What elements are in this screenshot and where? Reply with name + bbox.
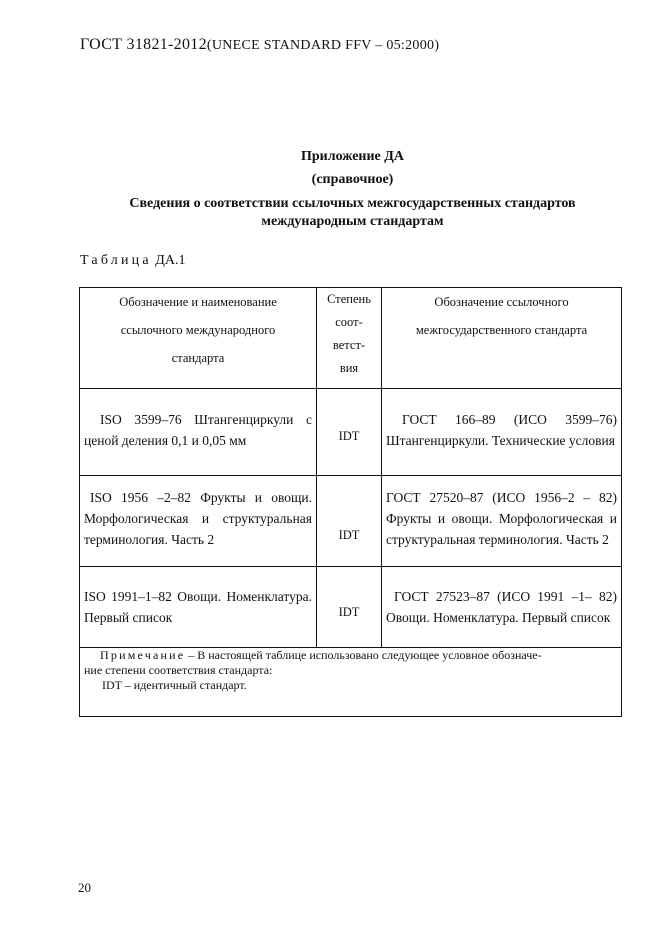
intl-standard-cell	[80, 567, 317, 648]
degree-cell	[317, 567, 382, 648]
appendix-subtitle: (справочное)	[311, 172, 394, 187]
gost-standard-cell	[382, 476, 622, 567]
note-label: Примечание	[100, 648, 186, 662]
cell-text: ГОСТ 27520–87 (ИСО 1956–2 – 82) Фрукты и овощи. Морфологическая и структуральная терминология. Часть 2	[386, 490, 617, 547]
standard-reference: (UNECE STANDARD FFV – 05:2000)	[206, 38, 440, 53]
header-line: Степень	[327, 292, 371, 306]
header-line: ссылочного международного	[120, 323, 276, 337]
cell-text: ГОСТ 166–89 (ИСО 3599–76) Штангенциркули. Технические условия	[386, 412, 617, 448]
cell-text: IDT	[338, 429, 360, 443]
degree-cell	[317, 476, 382, 567]
intl-standard-cell	[80, 389, 317, 476]
header-line: ветст-	[332, 338, 366, 352]
appendix-heading	[80, 195, 625, 231]
table-row	[80, 389, 622, 476]
table-row	[80, 476, 622, 567]
appendix-heading-line1: Сведения о соответствии ссылочных межгосударственных стандартов	[129, 196, 576, 211]
header-gost-standard	[382, 288, 622, 389]
page-number: 20	[78, 880, 91, 895]
document-header	[80, 36, 439, 54]
header-line: Обозначение ссылочного	[434, 295, 569, 309]
cell-text: IDT	[338, 605, 360, 619]
gost-standard-cell	[382, 389, 622, 476]
appendix-title: Приложение ДА	[300, 149, 405, 164]
header-line: межгосударственного стандарта	[415, 323, 588, 337]
table-row	[80, 567, 622, 648]
appendix-heading-line2: международным стандартам	[261, 214, 444, 229]
header-degree	[317, 288, 382, 389]
cell-text: ISO 3599–76 Штангенциркули с ценой деления 0,1 и 0,05 мм	[84, 412, 312, 448]
note-line3: IDT – идентичный стандарт.	[102, 678, 247, 692]
note-text: – В настоящей таблице использовано следующее условное обозначе-	[185, 648, 542, 662]
cell-text: IDT	[338, 528, 360, 542]
header-line: Обозначение и наименование	[119, 295, 277, 309]
correspondence-table	[79, 287, 622, 717]
table-note	[80, 648, 622, 717]
degree-cell	[317, 389, 382, 476]
header-line: соот-	[335, 315, 363, 329]
gost-number: ГОСТ 31821-2012	[80, 36, 207, 53]
header-line: вия	[339, 361, 359, 375]
header-line: стандарта	[171, 351, 225, 365]
note-line2: ние степени соответствия стандарта:	[84, 663, 273, 677]
cell-text: ISO 1991–1–82 Овощи. Номенклатура. Первый список	[84, 589, 312, 625]
cell-text: ГОСТ 27523–87 (ИСО 1991 –1– 82) Овощи. Номенклатура. Первый список	[386, 589, 617, 625]
table-header-row	[80, 288, 622, 389]
header-intl-standard	[80, 288, 317, 389]
gost-standard-cell	[382, 567, 622, 648]
note-line1	[84, 648, 617, 663]
table-label	[80, 253, 185, 269]
intl-standard-cell	[80, 476, 317, 567]
table-note-row	[80, 648, 622, 717]
table-label-number: ДА.1	[155, 253, 186, 268]
table-label-word: Таблица	[80, 253, 152, 268]
cell-text: ISO 1956 –2–82 Фрукты и овощи. Морфологическая и структуральная терминология. Часть 2	[84, 490, 312, 547]
